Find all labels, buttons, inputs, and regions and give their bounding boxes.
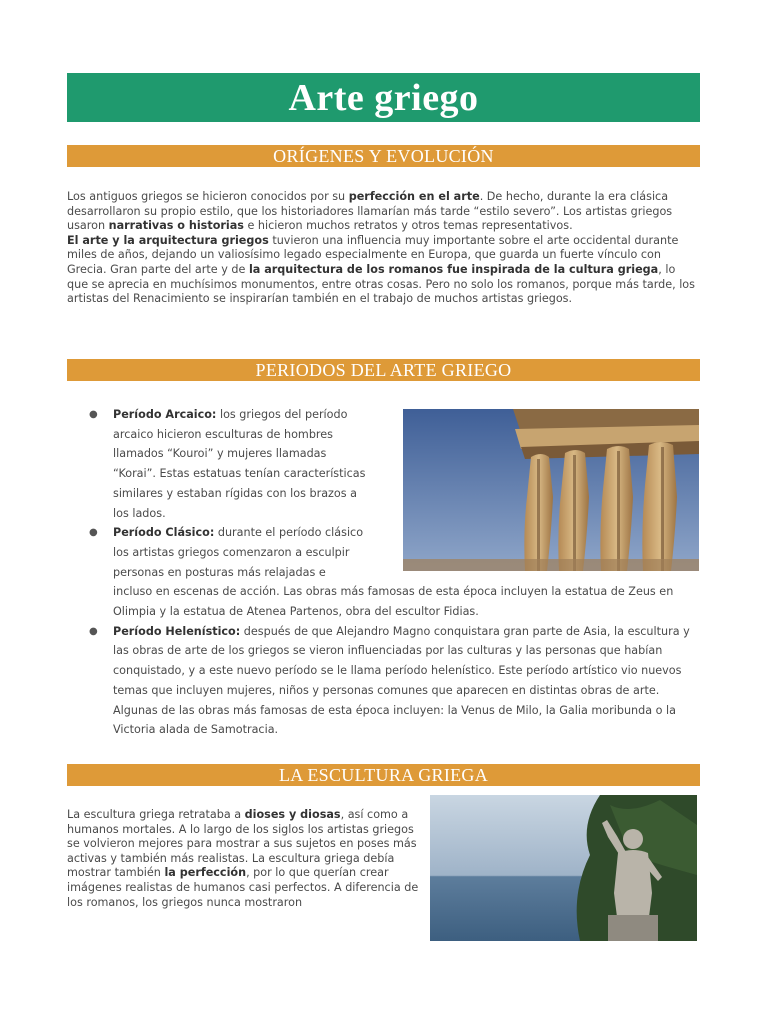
list-item-continuation: incluso en escenas de acción. Las obras más famosas de esta época incluyen la estatua de Zeus en Olimpia y la estatua de Atenea Partenos, obra del escultor Fidias. (113, 585, 674, 619)
section-heading-sculpture: LA ESCULTURA GRIEGA (67, 764, 700, 786)
list-item: ● Período Helenístico: después de que Alejandro Magno conquistara gran parte de Asia, la escultura y las obras de arte de los griegos se vieron influenciadas por las culturas y las personas que habían conquistado, y a este nuevo período se le llama período helenístico. Este período artístico vio nuevos temas que incluyen mujeres, niños y personas comunes que aparecen en distintas obras de arte. Algunas de las obras más famosas de esta época incluyen: la Venus de Milo, la Galia moribunda o la Victoria alada de Samotracia. (89, 622, 693, 740)
list-item: ● Período Clásico: durante el período clásico los artistas griegos comenzaron a esculpir personas en posturas más relajadas e (89, 523, 369, 582)
bullet-icon: ● (89, 409, 98, 420)
origins-paragraph: Los antiguos griegos se hicieron conocidos por su perfección en el arte. De hecho, durante la era clásica desarrollaron su propio estilo, que los historiadores llamarían más tarde “estilo severo”. Los artistas griegos usaron narrativas o historias e hicieron muchos retratos y otros temas representativos. El arte y la arquitectura griegos tuvieron una influencia muy importante sobre el arte occidental durante miles de años, dejando un valiosísimo legado especialmente en Europa, que guarda un fuerte vínculo con Grecia. Gran parte del arte y de la arquitectura de los romanos fue inspirada de la cultura griega, lo que se aprecia en muchísimos monumentos, entre otras cosas. Pero no solo los romanos, porque más tarde, los artistas del Renacimiento se inspirarían también en el trabajo de muchos artistas griegos. (67, 190, 695, 306)
section-heading-origins: ORÍGENES Y EVOLUCIÓN (67, 145, 700, 167)
title-banner (67, 73, 700, 122)
bullet-icon: ● (89, 625, 98, 637)
sculpture-paragraph: La escultura griega retrataba a dioses y diosas, así como a humanos mortales. A lo largo de los siglos los artistas griegos se volvieron mejores para mostrar a sus sujetos en poses más activas y también más realistas. La escultura griega debía mostrar también la perfección, por lo que querían crear imágenes realistas de humanos casi perfectos. A diferencia de los romanos, los griegos nunca mostraron (67, 808, 419, 909)
page-title: Arte griego (288, 76, 479, 119)
section-heading-periods: PERIODOS DEL ARTE GRIEGO (67, 359, 700, 381)
list-item: ● Período Arcaico: los griegos del período arcaico hicieron esculturas de hombres llamados “Kouroi” y mujeres llamadas “Korai”. Estas estatuas tenían características similares y estaban rígidas con los brazos a los lados. (89, 405, 369, 523)
bullet-icon: ● (89, 527, 98, 539)
statue-image (430, 795, 697, 941)
caryatids-image (403, 409, 699, 571)
